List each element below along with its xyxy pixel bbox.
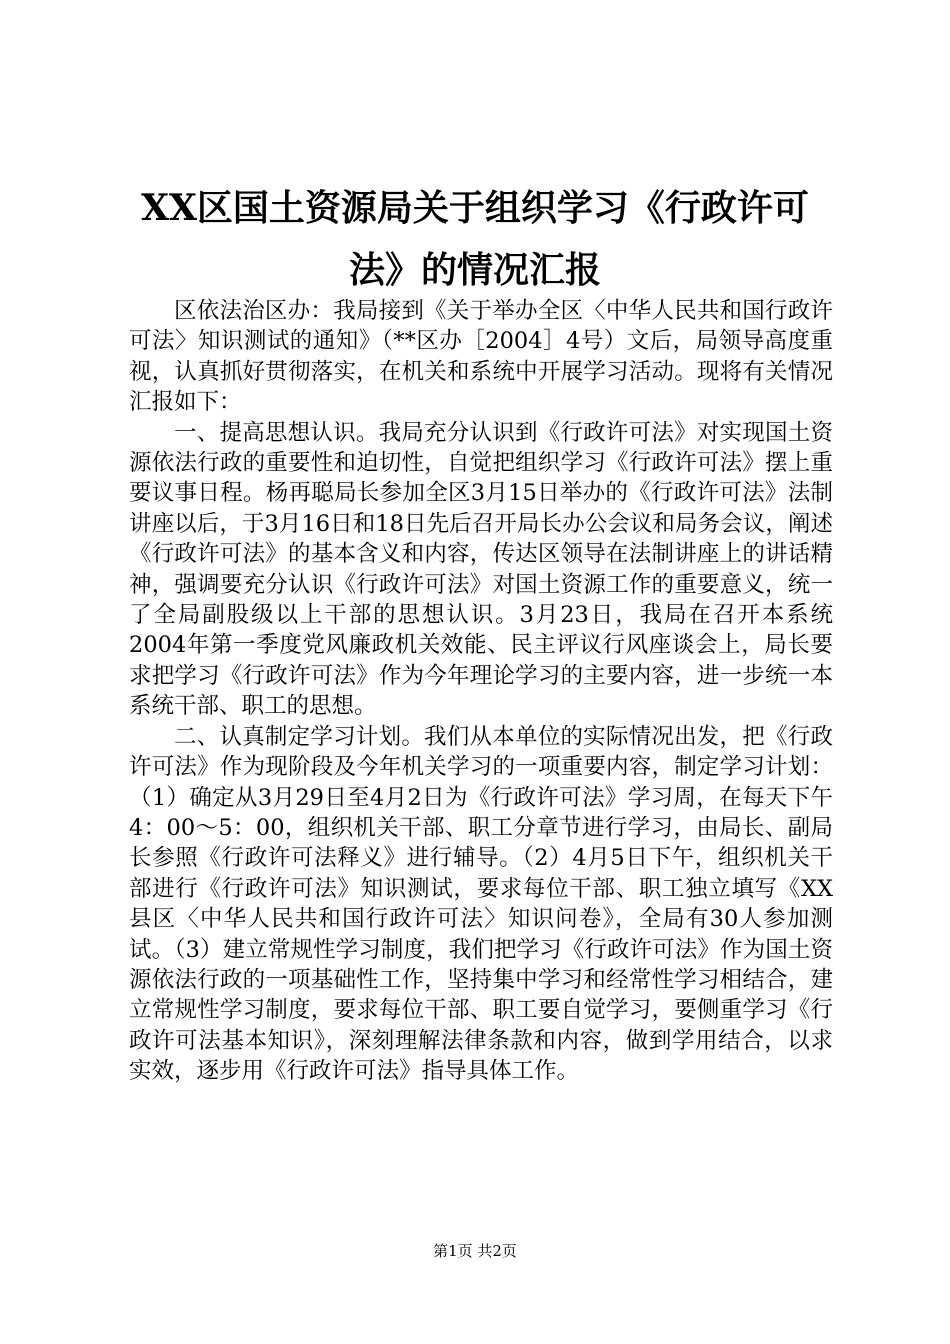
paragraph-intro: 区依法治区办：我局接到《关于举办全区〈中华人民共和国行政许可法〉知识测试的通知》（**区办［2004］4号）文后，局领导高度重视，认真抓好贯彻落实，在机关和系统中开展学习活动。现将有关情况汇报如下：: [129, 298, 833, 416]
paragraph-section-2: 二、认真制定学习计划。我们从本单位的实际情况出发，把《行政许可法》作为现阶段及今年机关学习的一项重要内容，制定学习计划：（1）确定从3月29日至4月2日为《行政许可法》学习周，在每天下午4：00～5：00，组织机关干部、职工分章节进行学习，由局长、副局长参照《行政许可法释义》进行辅导。（2）4月5日下午，组织机关干部进行《行政许可法》知识测试，要求每位干部、职工独立填写《XX县区〈中华人民共和国行政许可法〉知识问卷》，全局有30人参加测试。（3）建立常规性学习制度，我们把学习《行政许可法》作为国土资源依法行政的一项基础性工作，坚持集中学习和经常性学习相结合，建立常规性学习制度，要求每位干部、职工要自觉学习，要侧重学习《行政许可法基本知识》，深刻理解法律条款和内容，做到学用结合，以求实效，逐步用《行政许可法》指导具体工作。: [129, 723, 833, 1085]
document-body: [129, 296, 833, 1087]
paragraph-section-1: 一、提高思想认识。我局充分认识到《行政许可法》对实现国土资源依法行政的重要性和迫切性，自觉把组织学习《行政许可法》摆上重要议事日程。杨再聪局长参加全区3月15日举办的《行政许可法》法制讲座以后，于3月16日和18日先后召开局长办公会议和局务会议，阐述《行政许可法》的基本含义和内容，传达区领导在法制讲座上的讲话精神，强调要充分认识《行政许可法》对国土资源工作的重要意义，统一了全局副股级以上干部的思想认识。3月23日，我局在召开本系统2004年第一季度党风廉政机关效能、民主评议行风座谈会上，局长要求把学习《行政许可法》作为今年理论学习的主要内容，进一步统一本系统干部、职工的思想。: [129, 419, 833, 720]
document-title-line-1: XX区国土资源局关于组织学习《行政许可: [141, 187, 809, 229]
page-number: 第1页 共2页: [433, 1242, 517, 1260]
document-title-line-2: 法》的情况汇报: [348, 249, 601, 291]
